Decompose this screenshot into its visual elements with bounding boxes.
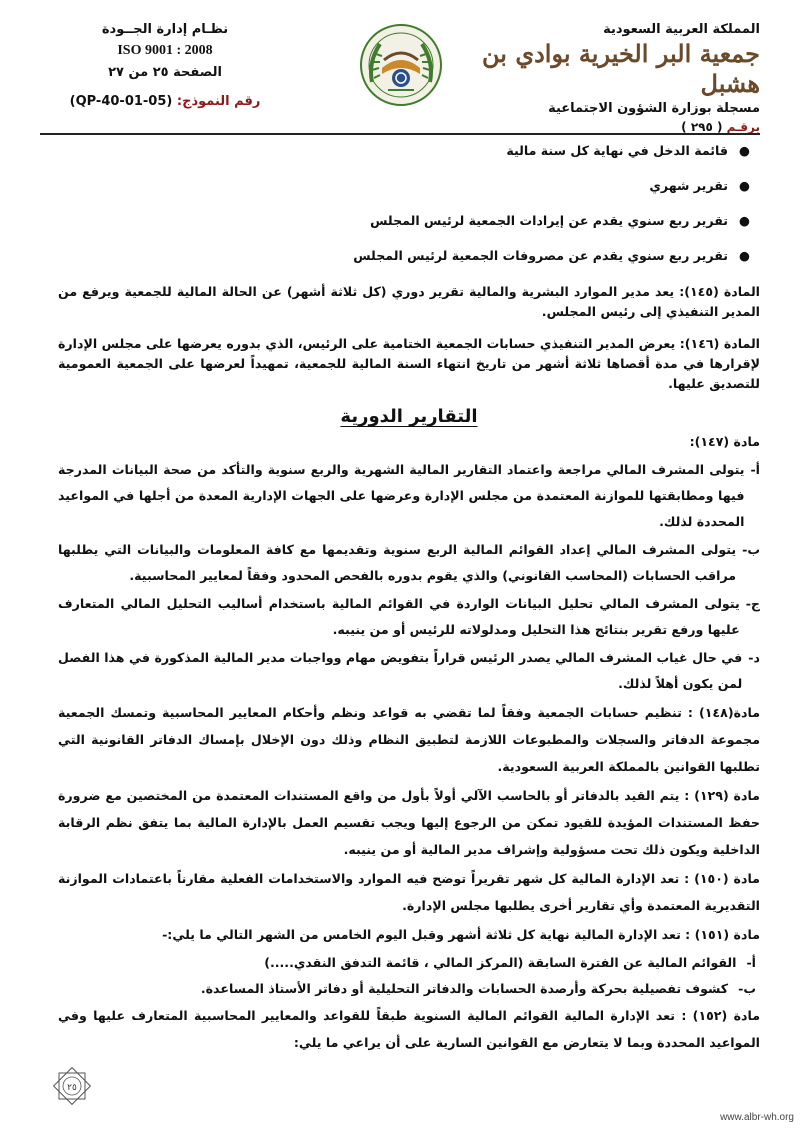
bullet-icon: ●	[739, 248, 750, 263]
article-147-heading: مادة (١٤٧):	[689, 434, 760, 449]
list-item: د- في حال غياب المشرف المالي يصدر الرئيس قراراً بتفويض مهام وواجبات مدير المالية المذكورة في هذا الفصل لمن يكون أهلاً لذلك.	[58, 650, 760, 691]
bullet-icon: ●	[739, 213, 750, 228]
reports-bullet-list	[58, 142, 760, 265]
registration-number-label: برقـم	[726, 120, 760, 134]
association-logo-icon	[358, 22, 444, 108]
bullet-icon: ●	[739, 143, 750, 158]
article-151: مادة (١٥١) : تعد الإدارة المالية نهاية كل ثلاثة أشهر وقبل اليوم الخامس من الشهر التالي ما يلي:-	[162, 927, 760, 942]
iso-standard: ISO 9001 : 2008	[117, 43, 213, 58]
article-149: مادة (١٢٩) : يتم القيد بالدفاتر أو بالحاسب الآلي أولاً بأول من واقع المستندات المعتمدة من المختصين مع ضرورة حفظ المستندات المؤيدة للقيود تمكن من الرجوع إليها ويجب تقسيم العمل بالإدارة المالية بما يتفق نظم الرقابة الداخلية ويكون ذلك تحت مسؤولية وإشراف مدير المالية أو من ينيبه.	[58, 788, 760, 857]
form-number-value: (QP-40-01-05)	[69, 94, 173, 109]
list-item: ب- يتولى المشرف المالي إعداد القوائم المالية الربع سنوية وتقديمها مع كافة المعلومات والبيانات التي يطلبها مراقب الحسابات (المحاسب القانوني) والذي يقوم بدوره بالفحص المحدود وفقاً لمعايير المحاسبية.	[58, 542, 760, 583]
kingdom-title: المملكة العربية السعودية	[603, 22, 760, 37]
page-info: الصفحة ٢٥ من ٢٧	[108, 65, 222, 80]
list-item: ● تقرير ربع سنوي يقدم عن مصروفات الجمعية لرئيس المجلس	[353, 248, 750, 263]
article-150: مادة (١٥٠) : تعد الإدارة المالية كل شهر تقريراً توضح فيه الموارد والاستخدامات الفعلية مقارناً باعتمادات الموازنة التقديرية المعتمدة وأي تقارير أخرى يطلبها مجلس الإدارة.	[58, 871, 760, 913]
section-title: التقارير الدورية	[340, 406, 478, 427]
association-logo	[358, 22, 444, 108]
header-organization	[480, 22, 760, 134]
registration-text: مسجلة بوزارة الشؤون الاجتماعية	[548, 101, 760, 116]
registration-number-value: ( ٢٩٥ )	[681, 120, 723, 134]
page-number: ٢٥	[67, 1083, 77, 1093]
quality-system-title: نظـام إدارة الجــودة	[101, 22, 229, 37]
list-item: ج- يتولى المشرف المالي تحليل البيانات الواردة في القوائم المالية باستخدام أساليب التحليل المالي المتعارف عليها ورفع تقرير بنتائج هذا التحليل ومدلولاته للرئيس أو من ينيبه.	[58, 596, 760, 637]
article-146: المادة (١٤٦): يعرض المدير التنفيذي حسابات الجمعية الختامية على الرئيس، الذي بدوره يعرضها على مجلس الإدارة لإقرارها في مدة أقصاها ثلاثة أشهر من تاريخ انتهاء السنة المالية للجمعية، تمهيداً لعرضها على الجمعية العمومية للتصديق عليها.	[58, 336, 760, 391]
star-ornament-icon	[50, 1064, 94, 1108]
document-body	[58, 142, 760, 1058]
list-item: ● تقرير ربع سنوي يقدم عن إيرادات الجمعية لرئيس المجلس	[370, 213, 750, 228]
list-item: ● قائمة الدخل في نهاية كل سنة مالية	[506, 143, 750, 158]
page-header	[40, 22, 760, 134]
website-url: www.albr-wh.org	[720, 1112, 794, 1123]
article-152: مادة (١٥٢) : تعد الإدارة المالية القوائم المالية السنوية طبقاً للقواعد والمعايير المحاسبية المتعارف عليها وفي المواعيد المحددة وبما لا يتعارض مع القوانين السارية على أن يراعي ما يلي:	[58, 1008, 760, 1050]
header-quality-info	[40, 22, 290, 109]
list-item: أ- القوائم المالية عن الفترة السابقة (المركز المالي ، قائمة التدفق النقدي.....)	[264, 955, 756, 970]
registration-number	[480, 120, 760, 134]
form-number	[40, 94, 290, 109]
header-divider	[40, 133, 760, 135]
page-number-emblem	[50, 1064, 94, 1108]
form-number-label: رقم النموذج:	[176, 94, 261, 109]
article-145: المادة (١٤٥): يعد مدير الموارد البشرية والمالية تقرير دوري (كل ثلاثة أشهر) عن الحالة المالية للجمعية ويرفع من المدير التنفيذي إلى رئيس المجلس.	[58, 284, 760, 319]
list-item: ● تقرير شهري	[649, 178, 750, 193]
bullet-icon: ●	[739, 178, 750, 193]
list-item: أ- يتولى المشرف المالي مراجعة واعتماد التقارير المالية الشهرية والربع سنوية والتأكد من صحة البيانات المدرجة فيها ومطابقتها للموازنة المعتمدة من مجلس الإدارة وعرضها على الجهات الإدارية المعدة من أجلها في المواعيد المحددة لذلك.	[58, 462, 760, 529]
list-item: ب- كشوف تفصيلية بحركة وأرصدة الحسابات والدفاتر التحليلية أو دفاتر الأستاذ المساعدة.	[200, 981, 756, 996]
article-148: مادة(١٤٨) : تنظيم حسابات الجمعية وفقاً لما تقضي به قواعد ونظم وأحكام المعايير المحاسبية وتمسك الجمعية مجموعة الدفاتر والسجلات والمطبوعات اللازمة لتطبيق النظام وذلك دون الإخلال بإمساك الدفاتر القانونية التي تطلبها القوانين بالمملكة العربية السعودية.	[58, 705, 760, 774]
association-name: جمعية البر الخيرية بوادي بن هشبل	[482, 39, 760, 98]
